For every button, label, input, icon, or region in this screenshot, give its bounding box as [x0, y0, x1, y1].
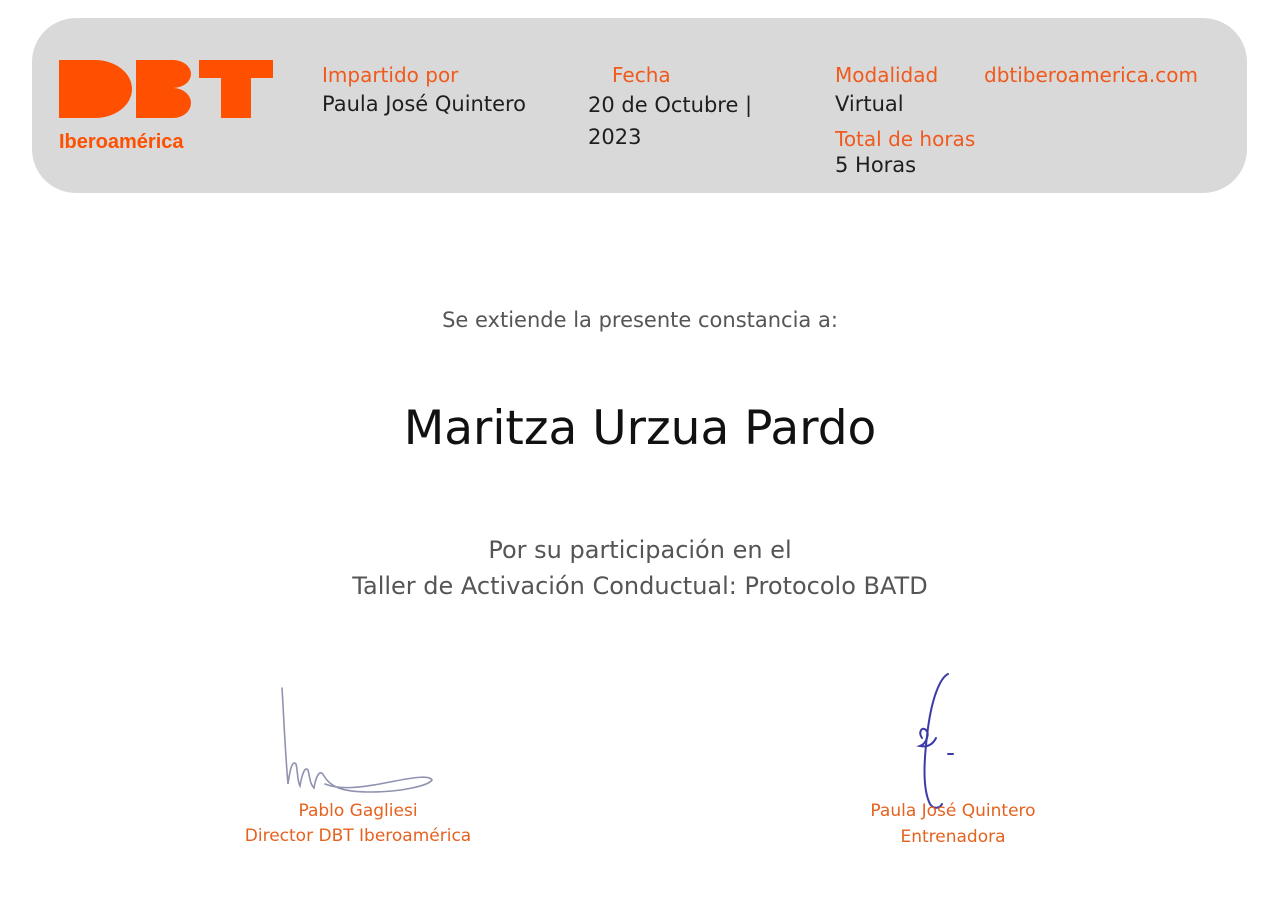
certificate-header: [32, 18, 1247, 193]
participation-block: [0, 532, 1280, 604]
date-value: 20 de Octubre | 2023: [588, 93, 753, 149]
taught-by-value: Paula José Quintero: [322, 92, 527, 116]
signer-1-role: Director DBT Iberoamérica: [244, 826, 472, 846]
taught-by-label: Impartido por: [322, 63, 459, 87]
hours-label: Total de horas: [835, 127, 976, 151]
participation-line: Por su participación en el: [488, 536, 792, 564]
signature-image-2: [900, 668, 980, 818]
signer-2-role: Entrenadora: [900, 827, 1006, 847]
website-link[interactable]: dbtiberoamerica.com: [984, 63, 1198, 87]
signer-2-name: Paula José Quintero: [870, 801, 1036, 821]
mode-value: Virtual: [835, 92, 904, 116]
recipient-name: Maritza Urzua Pardo: [403, 401, 877, 456]
date-label: Fecha: [612, 63, 671, 87]
logo-subtext: Iberoamérica: [59, 131, 184, 153]
signer-1-name: Pablo Gagliesi: [298, 801, 418, 821]
course-title: Taller de Activación Conductual: Protocolo BATD: [352, 572, 928, 600]
mode-label: Modalidad: [835, 63, 939, 87]
dbt-logo: [59, 60, 274, 155]
hours-value: 5 Horas: [835, 153, 917, 177]
intro-text: Se extiende la presente constancia a:: [442, 308, 838, 332]
signature-image-1: [270, 680, 450, 810]
